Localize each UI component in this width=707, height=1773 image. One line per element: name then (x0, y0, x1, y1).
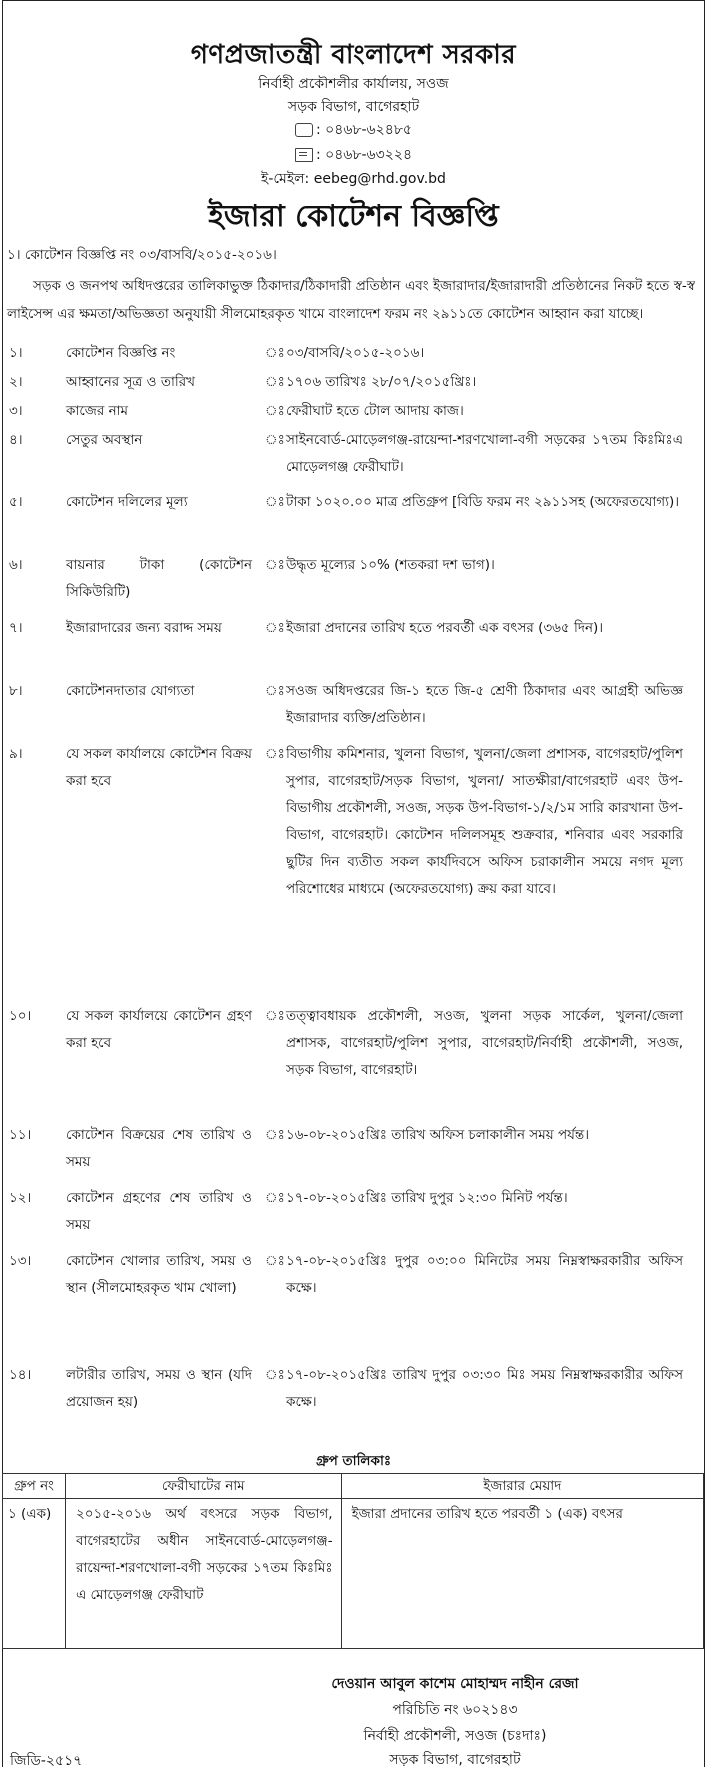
item-value: টাকা ১০২০.০০ মাত্র প্রতিগ্রুপ [বিডি ফরম নং ২৯১১সহ (অফেরতযোগ্য)। (286, 494, 680, 510)
item-number: ৭। (9, 620, 23, 636)
item-separator: ঃ (265, 1253, 285, 1269)
item-label: কোটেশন বিক্রয়ের শেষ তারিখ ও সময় (66, 1127, 252, 1170)
item-separator: ঃ (265, 1190, 285, 1206)
division-name: সড়ক বিভাগ, বাগেরহাট (287, 99, 420, 115)
item-value: ১৭-০৮-২০১৫খ্রিঃ তারিখ দুপুর ০৩:৩০ মিঃ সময় নিম্নস্বাক্ষরকারীর অফিস কক্ষে। (286, 1367, 683, 1410)
item-number: ১০। (9, 1008, 32, 1024)
item-separator: ঃ (265, 1367, 285, 1383)
signatory-id: পরিচিতি নং ৬০২১৪৩ (392, 1702, 518, 1718)
item-number: ৬। (9, 557, 23, 573)
phone-number: : ০৪৬৮-৬২৪৮৫ (315, 122, 413, 138)
fax-number: : ০৪৬৮-৬৩২২৪ (315, 147, 413, 163)
gd-code: জিডি-২৫১৭ (10, 1753, 83, 1769)
item-separator: ঃ (265, 620, 285, 636)
item-label: কোটেশন গ্রহণের শেষ তারিখ ও সময় (66, 1190, 252, 1233)
item-separator: ঃ (265, 494, 285, 510)
intro-paragraph: সড়ক ও জনপথ অধিদপ্তরের তালিকাভুক্ত ঠিকাদার/ঠিকাদারী প্রতিষ্ঠান এবং ইজারাদার/ইজারাদারী প্রতিষ্ঠানের নিকট হতে স্ব-স্ব লাইসেন্স এর ক্ষমতা/অভিজ্ঞতা অনুযায়ী সীলমোহরকৃত খামে বাংলাদেশ ফরম নং ২৯১১তে কোটেশন আহ্বান করা যাচ্ছে। (7, 278, 695, 322)
table-header-row (3, 1474, 704, 1499)
item-number: ৩। (9, 403, 23, 419)
item-number: ৮। (9, 683, 23, 699)
item-separator: ঃ (265, 345, 285, 361)
item-value: বিভাগীয় কমিশনার, খুলনা বিভাগ, খুলনা/জেলা প্রশাসক, বাগেরহাট/পুলিশ সুপার, বাগেরহাট/সড়ক বিভাগ, খুলনা/ সাতক্ষীরা/বাগেরহাট এবং উপ-বিভাগীয় প্রকৌশলী, সওজ, সড়ক উপ-বিভাগ-১/২/১ম সারি কারখানা উপ-বিভাগ, বাগেরহাট। কোটেশন দলিলসমূহ শুক্রবার, শনিবার এবং সরকারি ছুটির দিন ব্যতীত সকল কার্যদিবসে অফিস চরাকালীন সময়ে নগদ মূল্য পরিশোধের মাধ্যমে (অফেরতযোগ্য) ক্রয় করা যাবে। (286, 746, 683, 897)
column-header: ফেরীঘাটের নাম (65, 1474, 341, 1499)
item-number: ৫। (9, 494, 23, 510)
item-separator: ঃ (265, 432, 285, 448)
column-header: গ্রুপ নং (3, 1474, 66, 1499)
item-value: ০৩/বাসবি/২০১৫-২০১৬। (286, 345, 425, 361)
item-separator: ঃ (265, 374, 285, 390)
item-value: উদ্ধৃত মূল্যের ১০% (শতকরা দশ ভাগ)। (286, 557, 495, 573)
table-row (3, 1499, 704, 1649)
item-label: কোটেশন দলিলের মূল্য (66, 494, 188, 510)
item-value: সাইনবোর্ড-মোড়েলগঞ্জ-রায়েন্দা-শরণখোলা-বগী সড়কের ১৭তম কিঃমিঃএ মোড়েলগঞ্জ ফেরীঘাট। (286, 432, 683, 475)
group-number-cell: ১ (এক) (3, 1499, 66, 1649)
signatory-designation: নির্বাহী প্রকৌশলী, সওজ (চঃদাঃ) (363, 1728, 547, 1744)
lease-period-cell: ইজারা প্রদানের তারিখ হতে পরবর্তী ১ (এক) বৎসর (341, 1499, 703, 1649)
notice-title: ইজারা কোটেশন বিজ্ঞপ্তি (208, 199, 499, 234)
telephone-icon (295, 123, 313, 137)
item-separator: ঃ (265, 683, 285, 699)
item-number: ১। (9, 345, 23, 361)
item-label: কোটেশন বিজ্ঞপ্তি নং (66, 345, 176, 361)
notice-number-line: ১। কোটেশন বিজ্ঞপ্তি নং ০৩/বাসবি/২০১৫-২০১৬। (7, 247, 277, 263)
email-line: ই-মেইল: eebeg@rhd.gov.bd (261, 171, 446, 187)
item-number: ১৩। (9, 1253, 32, 1269)
item-value: ১৭-০৮-২০১৫খ্রিঃ তারিখ দুপুর ১২:৩০ মিনিট পর্যন্ত। (286, 1190, 568, 1206)
group-table (2, 1473, 704, 1649)
item-value: ১৭-০৮-২০১৫খ্রিঃ দুপুর ০৩:০০ মিনিটের সময় নিম্নস্বাক্ষরকারীর অফিস কক্ষে। (286, 1253, 683, 1296)
group-table-title: গ্রুপ তালিকাঃ (315, 1453, 392, 1469)
item-label: কোটেশনদাতার যোগ্যতা (66, 683, 195, 699)
item-number: ৪। (9, 432, 23, 448)
office-name: নির্বাহী প্রকৌশলীর কার্যালয়, সওজ (258, 76, 449, 92)
item-label: বায়নার টাকা (কোটেশন সিকিউরিটি) (66, 557, 252, 600)
item-label: আহ্বানের সূত্র ও তারিখ (66, 374, 196, 390)
government-name: গণপ্রজাতন্ত্রী বাংলাদেশ সরকার (190, 40, 517, 70)
item-number: ৯। (9, 746, 23, 762)
item-label: লটারীর তারিখ, সময় ও স্থান (যদি প্রয়োজন হয়) (66, 1367, 252, 1410)
signatory-office: সড়ক বিভাগ, বাগেরহাট (389, 1752, 521, 1768)
item-label: সেতুর অবস্থান (66, 432, 143, 448)
item-separator: ঃ (265, 746, 285, 762)
item-value: তত্ত্বাবধায়ক প্রকৌশলী, সওজ, খুলনা সড়ক সার্কেল, খুলনা/জেলা প্রশাসক, বাগেরহাট/পুলিশ সুপার, বাগেরহাট/নির্বাহী প্রকৌশলী, সওজ, সড়ক বিভাগ, বাগেরহাট। (286, 1008, 683, 1078)
signatory-name: দেওয়ান আবুল কাশেম মোহাম্মদ নাহীন রেজা (331, 1676, 579, 1692)
item-value: ১৭০৬ তারিখঃ ২৮/০৭/২০১৫খ্রিঃ। (286, 374, 477, 390)
item-number: ২। (9, 374, 23, 390)
item-number: ১১। (9, 1127, 32, 1143)
item-separator: ঃ (265, 1008, 285, 1024)
item-number: ১২। (9, 1190, 32, 1206)
item-value: সওজ অধিদপ্তরের জি-১ হতে জি-৫ শ্রেণী ঠিকাদার এবং আগ্রহী অভিজ্ঞ ইজারাদার ব্যক্তি/প্রতিষ্ঠান। (286, 683, 683, 726)
fax-line (0, 143, 707, 167)
item-label: কাজের নাম (66, 403, 129, 419)
item-separator: ঃ (265, 403, 285, 419)
item-label: যে সকল কার্যালয়ে কোটেশন গ্রহণ করা হবে (66, 1008, 252, 1051)
item-label: যে সকল কার্যালয়ে কোটেশন বিক্রয় করা হবে (66, 746, 252, 789)
fax-icon (295, 148, 313, 162)
item-label: কোটেশন খোলার তারিখ, সময় ও স্থান (সীলমোহরকৃত খাম খোলা) (66, 1253, 252, 1296)
column-header: ইজারার মেয়াদ (341, 1474, 703, 1499)
item-value: ১৬-০৮-২০১৫খ্রিঃ তারিখ অফিস চলাকালীন সময় পর্যন্ত। (286, 1127, 590, 1143)
item-value: ফেরীঘাট হতে টোল আদায় কাজ। (286, 403, 464, 419)
item-label: ইজারাদারের জন্য বরাদ্দ সময় (66, 620, 222, 636)
item-number: ১৪। (9, 1367, 32, 1383)
phone-line (0, 118, 707, 142)
item-separator: ঃ (265, 1127, 285, 1143)
item-value: ইজারা প্রদানের তারিখ হতে পরবর্তী এক বৎসর (৩৬৫ দিন)। (286, 620, 604, 636)
ferry-name-cell: ২০১৫-২০১৬ অর্থ বৎসরে সড়ক বিভাগ, বাগেরহাটের অধীন সাইনবোর্ড-মোড়েলগঞ্জ-রায়েন্দা-শরণখোলা-বগী সড়কের ১৭তম কিঃমিঃ এ মোড়েলগঞ্জ ফেরীঘাট (65, 1499, 341, 1649)
item-separator: ঃ (265, 557, 285, 573)
